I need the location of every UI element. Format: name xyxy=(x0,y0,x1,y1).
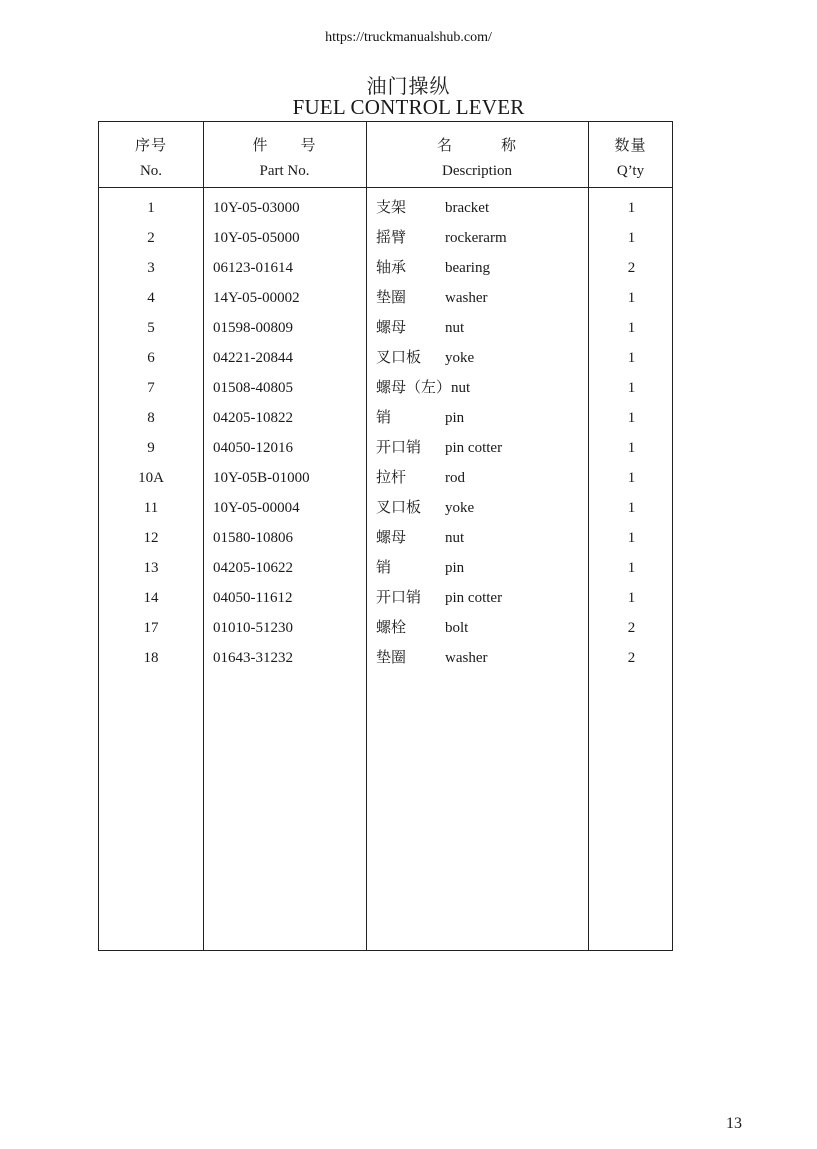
header-divider xyxy=(99,187,672,188)
row-name-cn: 螺母 xyxy=(376,530,407,546)
row-number: 7 xyxy=(147,380,155,396)
table-row xyxy=(99,347,674,377)
row-name-en: bracket xyxy=(445,200,490,216)
row-name-en: washer xyxy=(445,650,488,666)
row-number: 9 xyxy=(147,440,155,456)
table-row xyxy=(99,197,674,227)
table-row xyxy=(99,377,674,407)
row-name-en: nut xyxy=(445,530,465,546)
row-quantity: 2 xyxy=(627,620,636,636)
table-row xyxy=(99,407,674,437)
header-qty xyxy=(588,134,673,184)
row-part-number: 04205-10622 xyxy=(213,560,293,576)
table-row xyxy=(99,287,674,317)
table-row xyxy=(99,647,674,677)
table-row xyxy=(99,437,674,467)
row-name-en: washer xyxy=(445,290,488,306)
page-number: 13 xyxy=(726,1115,742,1132)
row-name-cn: 叉口板 xyxy=(376,500,422,516)
row-name-en: pin xyxy=(445,410,465,426)
row-name-cn: 摇臂 xyxy=(376,230,407,246)
page-title-chinese: 油门操纵 xyxy=(366,76,451,98)
table-row xyxy=(99,497,674,527)
header-description xyxy=(366,134,588,184)
row-part-number: 01643-31232 xyxy=(213,650,293,666)
row-name-cn: 螺栓 xyxy=(376,620,407,636)
row-number: 17 xyxy=(143,620,159,636)
header-part-cn: 件 号 xyxy=(252,138,317,154)
row-name-en: nut xyxy=(445,320,465,336)
row-number: 14 xyxy=(143,590,159,606)
row-quantity: 1 xyxy=(627,560,636,576)
row-part-number: 10Y-05-03000 xyxy=(213,200,300,216)
row-name-en: pin cotter xyxy=(445,440,503,456)
table-row xyxy=(99,587,674,617)
row-quantity: 1 xyxy=(627,290,636,306)
row-name-en: rockerarm xyxy=(445,230,507,246)
table-row xyxy=(99,227,674,257)
header-qty-cn: 数量 xyxy=(614,138,647,154)
table-body xyxy=(99,197,674,677)
row-name-en: rod xyxy=(445,470,465,486)
row-part-number: 10Y-05-00004 xyxy=(213,500,300,516)
row-number: 10A xyxy=(138,470,164,486)
row-name-en: bearing xyxy=(445,260,490,276)
row-quantity: 1 xyxy=(627,530,636,546)
row-part-number: 10Y-05B-01000 xyxy=(213,470,310,486)
row-name-cn: 开口销 xyxy=(376,440,422,456)
row-part-number: 10Y-05-05000 xyxy=(213,230,300,246)
header-part-en: Part No. xyxy=(259,163,310,179)
row-part-number: 04050-12016 xyxy=(213,440,293,456)
row-name-en: yoke xyxy=(445,500,475,516)
row-name-cn: 销 xyxy=(376,560,392,576)
row-quantity: 1 xyxy=(627,200,636,216)
row-name-cn: 销 xyxy=(376,410,392,426)
row-part-number: 06123-01614 xyxy=(213,260,293,276)
row-name-cn: 开口销 xyxy=(376,590,422,606)
row-number: 13 xyxy=(143,560,159,576)
table-row xyxy=(99,617,674,647)
row-quantity: 2 xyxy=(627,260,636,276)
row-quantity: 1 xyxy=(627,350,636,366)
header-no-en: No. xyxy=(139,163,163,179)
table-row xyxy=(99,527,674,557)
row-name-en: yoke xyxy=(445,350,475,366)
header-no xyxy=(99,134,203,184)
row-quantity: 1 xyxy=(627,230,636,246)
parts-table xyxy=(98,121,673,951)
row-name-en: pin cotter xyxy=(445,590,503,606)
row-number: 1 xyxy=(147,200,155,216)
row-quantity: 1 xyxy=(627,410,636,426)
source-url: https://truckmanualshub.com/ xyxy=(325,30,492,45)
row-quantity: 1 xyxy=(627,320,636,336)
row-quantity: 1 xyxy=(627,380,636,396)
row-name-cn: 垫圈 xyxy=(376,290,407,306)
row-number: 4 xyxy=(147,290,155,306)
row-name-cn: 轴承 xyxy=(376,260,407,276)
header-qty-en: Q’ty xyxy=(616,163,645,179)
row-part-number: 04205-10822 xyxy=(213,410,293,426)
row-number: 3 xyxy=(147,260,155,276)
header-no-cn: 序号 xyxy=(134,138,167,154)
table-row xyxy=(99,257,674,287)
row-part-number: 04050-11612 xyxy=(213,590,293,606)
row-part-number: 14Y-05-00002 xyxy=(213,290,300,306)
row-number: 5 xyxy=(147,320,155,336)
row-name-cn: 拉杆 xyxy=(376,470,407,486)
row-part-number: 01580-10806 xyxy=(213,530,293,546)
row-number: 11 xyxy=(143,500,159,516)
row-number: 6 xyxy=(147,350,155,366)
row-quantity: 1 xyxy=(627,590,636,606)
row-name-cn: 叉口板 xyxy=(376,350,422,366)
row-number: 2 xyxy=(147,230,155,246)
table-row xyxy=(99,557,674,587)
row-quantity: 1 xyxy=(627,440,636,456)
table-row xyxy=(99,317,674,347)
row-part-number: 01010-51230 xyxy=(213,620,293,636)
header-desc-en: Description xyxy=(442,163,512,179)
row-name-cn: 螺母 xyxy=(376,320,407,336)
row-name-cn: 支架 xyxy=(376,200,407,216)
row-number: 8 xyxy=(147,410,155,426)
row-quantity: 1 xyxy=(627,500,636,516)
header-part-no xyxy=(203,134,366,184)
row-quantity: 1 xyxy=(627,470,636,486)
row-number: 12 xyxy=(143,530,159,546)
row-quantity: 2 xyxy=(627,650,636,666)
row-part-number: 04221-20844 xyxy=(213,350,293,366)
table-row xyxy=(99,467,674,497)
page-title-english: FUEL CONTROL LEVER xyxy=(292,95,525,119)
row-name-cn: 垫圈 xyxy=(376,650,407,666)
header-desc-cn: 名 称 xyxy=(436,138,517,154)
row-name-en: bolt xyxy=(445,620,469,636)
row-name-cn: 螺母（左）nut xyxy=(376,380,471,396)
row-name-en: pin xyxy=(445,560,465,576)
row-part-number: 01508-40805 xyxy=(213,380,293,396)
row-part-number: 01598-00809 xyxy=(213,320,293,336)
row-number: 18 xyxy=(143,650,159,666)
